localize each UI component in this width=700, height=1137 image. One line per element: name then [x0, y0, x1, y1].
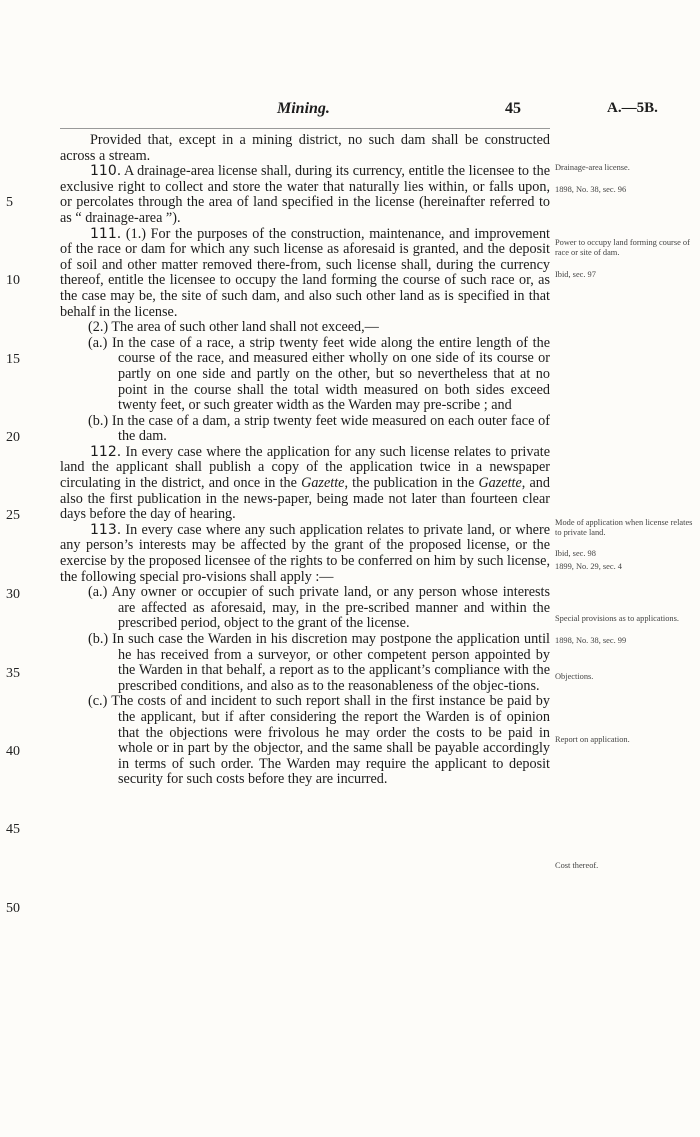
- side-note: Report on application.: [555, 735, 630, 744]
- section-number: 112.: [90, 443, 122, 460]
- section-110: [60, 164, 550, 226]
- line-number: 5: [6, 195, 13, 210]
- page-number: 45: [505, 100, 521, 117]
- section-number: 111.: [90, 225, 122, 242]
- section-111: [60, 227, 550, 321]
- side-note: Objections.: [555, 672, 594, 681]
- side-note-citation: 1899, No. 29, sec. 4: [555, 562, 622, 571]
- side-note: Special provisions as to applications.: [555, 614, 679, 623]
- line-number: 30: [6, 587, 20, 602]
- side-note: Mode of application when license relates to private land.: [555, 518, 693, 538]
- line-number: 10: [6, 273, 20, 288]
- body-text: [60, 133, 550, 788]
- section-112: [60, 445, 550, 523]
- paragraph-111-b: (b.) In the case of a dam, a strip twenty feet wide measured on each outer face of the dam.: [88, 412, 550, 445]
- side-note-citation: Ibid, sec. 97: [555, 270, 596, 279]
- section-text: In every case where any such application relates to private land, or where any person’s interests may be affected by the grant of the proposed license, or the exercise by the proposed licensee of the rights to be conferred on him by such license, the following special pro-visions shall apply :—: [60, 521, 550, 585]
- line-number: 20: [6, 430, 20, 445]
- line-number: 25: [6, 508, 20, 523]
- gazette-italic: Gazette: [301, 475, 345, 492]
- side-note: Power to occupy land forming course of race or site of dam.: [555, 238, 690, 258]
- header-rule: [60, 128, 550, 129]
- paper-reference: A.—5B.: [607, 100, 658, 116]
- line-number: 35: [6, 666, 20, 681]
- section-number: 113.: [90, 521, 122, 538]
- line-number: 40: [6, 744, 20, 759]
- side-note-citation: 1898, No. 38, sec. 96: [555, 185, 627, 194]
- proviso-paragraph: Provided that, except in a mining district, no such dam shall be constructed across a stream.: [60, 132, 550, 164]
- paragraph-111-a: (a.) In the case of a race, a strip twenty feet wide along the entire length of the course of the race, and measured either wholly on one side of its course or partly on one side and partly on the other, but so nevertheless that at no point in the course shall the total width measured on both sides exceed twenty feet, or such greater width as the Warden may pre-scribe ; and: [88, 334, 550, 414]
- paragraph-113-a: (a.) Any owner or occupier of such private land, or any person whose interests are affected as aforesaid, may, in the pre-scribed manner and within the prescribed period, object to the grant of the license.: [88, 584, 550, 632]
- side-note: Cost thereof.: [555, 861, 599, 870]
- side-note-citation: 1898, No. 38, sec. 99: [555, 636, 627, 645]
- section-text: (1.) For the purposes of the construction, maintenance, and improvement of the race or dam for which any such license as aforesaid is granted, and the deposit of soil and other matter removed there-from, such license shall, during the currency thereof, entitle the licensee to occupy the land forming the course of such race or, as the case may be, the site of such dam, and also such other land as is specified in that behalf in the license.: [60, 225, 550, 320]
- page-header: [0, 100, 700, 122]
- section-113: [60, 523, 550, 585]
- section-text: , and also the first publication in the news-paper, being made not later than fourteen clear days before the day of hearing.: [60, 475, 550, 523]
- line-number: 50: [6, 901, 20, 916]
- subsection-111-2: (2.) The area of such other land shall not exceed,—: [88, 319, 379, 336]
- section-text: In every case where the application for any such license relates to private land the applicant shall publish a copy of the application twice in a newspaper circulating in the district, and once in the: [60, 443, 550, 492]
- gazette-italic: Gazette: [478, 475, 522, 492]
- section-text: A drainage-area license shall, during its currency, entitle the licensee to the exclusive right to collect and store the water that naturally lies within, or falls upon, or percolates through the area of land specified in the license (hereinafter referred to as “ drainage-area ”).: [60, 163, 550, 226]
- paragraph-113-c: (c.) The costs of and incident to such report shall in the first instance be paid by the applicant, but if after considering the report the Warden is of opinion that the objections were frivolous he may order the costs to be paid in whole or in part by the objector, and the same shall be payable accordingly in terms of such order. The Warden may require the applicant to deposit security for such costs before they are incurred.: [88, 693, 550, 788]
- running-title: Mining.: [277, 100, 330, 117]
- section-number: 110.: [90, 163, 122, 180]
- side-note-citation: Ibid, sec. 98: [555, 549, 596, 558]
- line-number: 45: [6, 822, 20, 837]
- paragraph-113-b: (b.) In such case the Warden in his discretion may postpone the application until he has received from a surveyor, or other competent person appointed by the Warden in that behalf, a report as to the applicant’s compliance with the prescribed conditions, and also as to the reasonableness of the objec-tions.: [88, 631, 550, 694]
- section-text: , the publication in the: [344, 475, 479, 492]
- line-number: 15: [6, 352, 20, 367]
- side-note: Drainage-area license.: [555, 163, 630, 172]
